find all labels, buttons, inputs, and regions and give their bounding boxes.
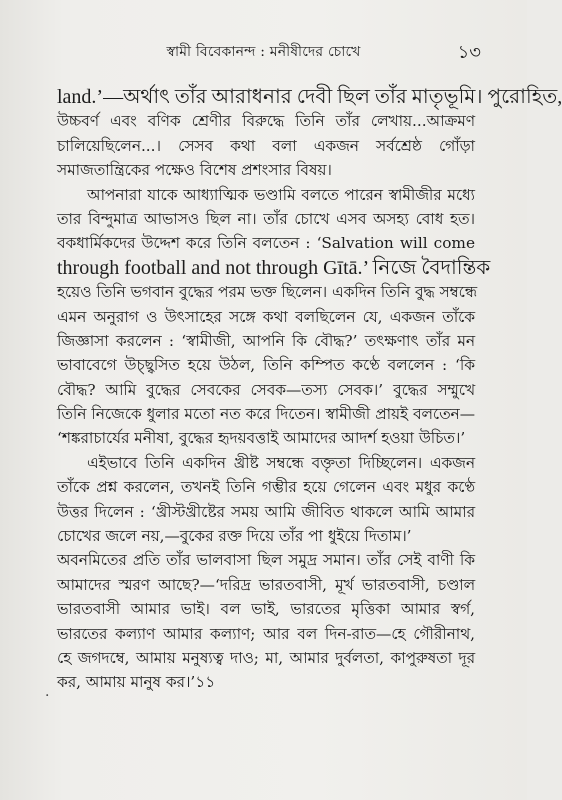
text-line: land.’—অর্থাৎ তাঁর আরাধনার দেবী ছিল তাঁর মাতৃভূমি। পুরোহিত, [57,86,562,108]
text-line: কর, আমায় মানুষ কর।’১১ [57,673,216,692]
text-line: সমাজতান্ত্রিকের পক্ষেও বিশেষ প্রশংসার বিষয়। [57,161,332,180]
text-line: ভারতের কল্যাণ আমার কল্যাণ; আর বল দিন-রাত—হে গৌরীনাথ, [57,624,475,643]
text-line: ‘শঙ্করাচার্যের মনীষা, বুদ্ধের হৃদয়বত্তাই আমাদের আদর্শ হওয়া উচিত।’ [57,429,466,448]
text-line: চালিয়েছিলেন...। সেসব কথা বলা একজন সর্বশ্রেষ্ঠ গোঁড়া [57,136,475,155]
text-line: ভাবাবেগে উচ্ছ্বসিত হয়ে উঠল, তিনি কম্পিত কণ্ঠে বললেন : ‘কি [57,356,475,375]
text-line: হয়েও তিনি ভগবান বুদ্ধের পরম ভক্ত ছিলেন। একদিন তিনি বুদ্ধ সম্বন্ধে [57,283,477,302]
text-line: through football and not through Gītā.’ নিজে বৈদান্তিক [57,256,491,279]
text-line: উচ্চবর্ণ এবং বণিক শ্রেণীর বিরুদ্ধে তিনি তাঁর লেখায়...আক্রমণ [57,112,475,131]
text-line: হে জগদম্বে, আমায় মনুষ্যত্ব দাও; মা, আমার দুর্বলতা, কাপুরুষতা দূর [57,648,475,667]
text-line: অবনমিতের প্রতি তাঁর ভালবাসা ছিল সমুদ্র সমান। তাঁর সেই বাণী কি [57,551,475,570]
running-head: স্বামী বিবেকানন্দ : মনীষীদের চোখে [166,44,361,60]
text-line: বৌদ্ধ? আমি বুদ্ধের সেবকের সেবক—তস্য সেবক।’ বুদ্ধের সম্মুখে [57,380,475,399]
text-line: এমন অনুরাগ ও উৎসাহের সঙ্গে কথা বলছিলেন যে, একজন তাঁকে [57,307,475,326]
text-line: জিজ্ঞাসা করলেন : ‘স্বামীজী, আপনি কি বৌদ্ধ?’ তৎক্ষণাৎ তাঁর মন [57,331,475,350]
text-line: চোখের জলে নয়,—বুকের রক্ত দিয়ে তাঁর পা ধুইয়ে দিতাম।’ [57,527,412,546]
text-line: আমাদের স্মরণ আছে?—‘দরিদ্র ভারতবাসী, মূর্খ ভারতবাসী, চণ্ডাল [57,575,475,594]
page-number: ১৩ [457,42,481,63]
page-header [0,40,527,62]
text-line: তার বিন্দুমাত্র আভাসও ছিল না। তাঁর চোখে এসব অসহ্য বোধ হত। [57,209,475,228]
text-line: এইভাবে তিনি একদিন খ্রীষ্ট সম্বন্ধে বক্তৃতা দিচ্ছিলেন। একজন [87,453,475,472]
text-line: উত্তর দিলেন : ‘খ্রীস্টখ্রীষ্টের সময় আমি জীবিত থাকলে আমি আমার [57,502,475,521]
body-text [57,85,562,695]
margin-mark: · [45,688,50,704]
text-line: ভারতবাসী আমার ভাই। বল ভাই, ভারতের মৃত্তিকা আমার স্বর্গ, [57,600,475,619]
text-line: বকধার্মিকদের উদ্দেশ করে তিনি বলতেন : ‘Salvation will come [57,234,475,253]
text-line: আপনারা যাকে আধ্যাত্মিক ভণ্ডামি বলতে পারেন স্বামীজীর মধ্যে [87,185,475,204]
text-line: তিনি নিজেকে ধুলার মতো নত করে দিতেন। স্বামীজী প্রায়ই বলতেন— [57,405,475,424]
text-line: তাঁকে প্রশ্ন করলেন, তখনই তিনি গম্ভীর হয়ে গেলেন এবং মধুর কণ্ঠে [57,478,475,497]
